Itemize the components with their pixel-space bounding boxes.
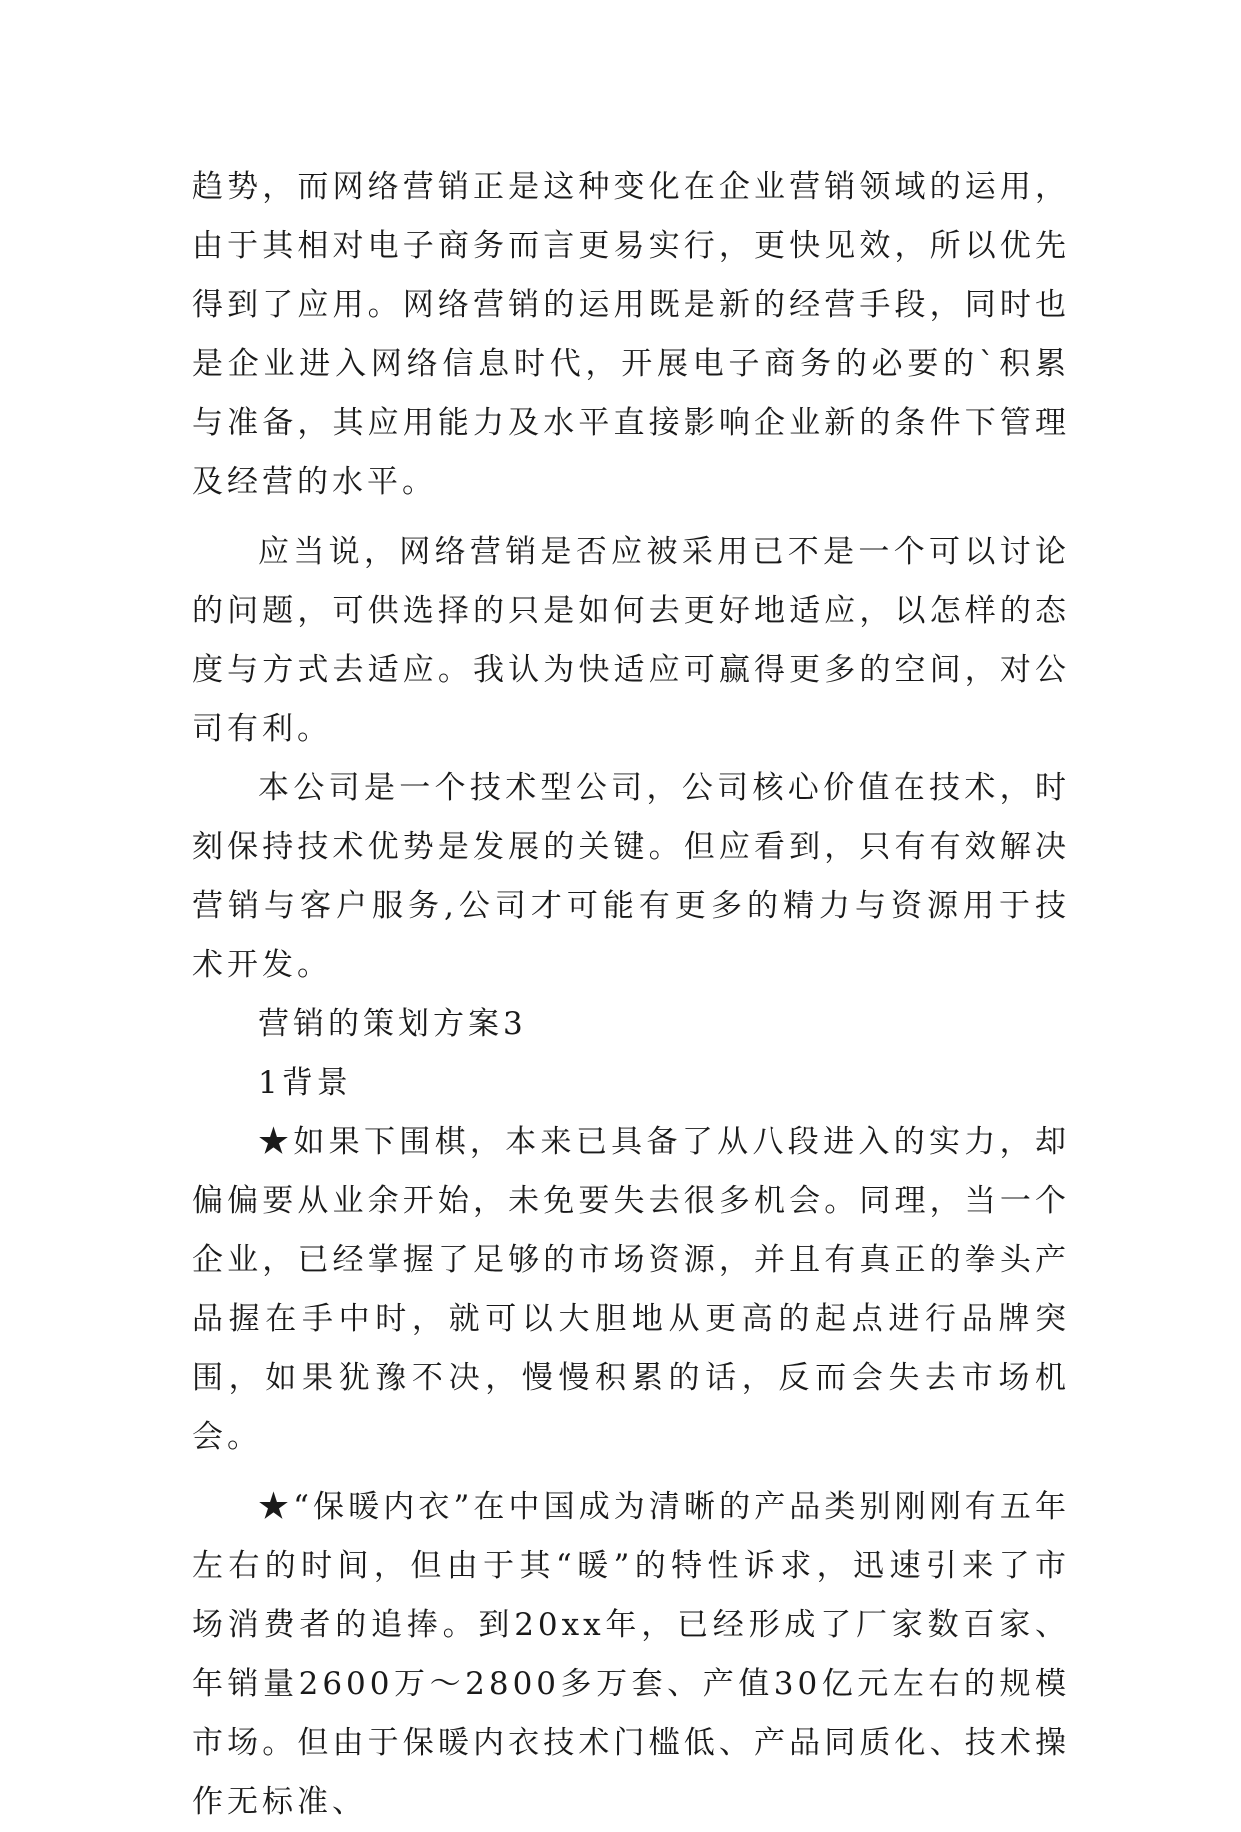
section-heading-plan-3: 营销的策划方案3 (258, 1006, 527, 1042)
paragraph-network-marketing-adoption: 应当说，网络营销是否应被采用已不是一个可以讨论的问题，可供选择的只是如何去更好地适应，以怎样的态度与方式去适应。我认为快适应可赢得更多的空间，对公司有利。 (192, 534, 1070, 747)
document-body (192, 158, 1070, 1832)
subsection-heading-background: 1背景 (258, 1065, 352, 1101)
paragraph-go-analogy: ★如果下围棋，本来已具备了从八段进入的实力，却偏偏要从业余开始，未免要失去很多机会。同理，当一个企业，已经掌握了足够的市场资源，并且有真正的拳头产品握在手中时，就可以大胆地从更高的起点进行品牌突围，如果犹豫不决，慢慢积累的话，反而会失去市场机会。 (192, 1124, 1070, 1455)
paragraph-continuation: 趋势，而网络营销正是这种变化在企业营销领域的运用，由于其相对电子商务而言更易实行，更快见效，所以优先得到了应用。网络营销的运用既是新的经营手段，同时也是企业进入网络信息时代，开展电子商务的必要的`积累与准备，其应用能力及水平直接影响企业新的条件下管理及经营的水平。 (192, 169, 1070, 500)
paragraph-company-technology: 本公司是一个技术型公司，公司核心价值在技术，时刻保持技术优势是发展的关键。但应看到，只有有效解决营销与客户服务,公司才可能有更多的精力与资源用于技术开发。 (192, 770, 1070, 983)
paragraph-thermal-underwear-market: ★“保暖内衣”在中国成为清晰的产品类别刚刚有五年左右的时间，但由于其“暖”的特性诉求，迅速引来了市场消费者的追捧。到20xx年，已经形成了厂家数百家、年销量2600万～2800多万套、产值30亿元左右的规模市场。但由于保暖内衣技术门槛低、产品同质化、技术操作无标准、 (192, 1489, 1070, 1820)
